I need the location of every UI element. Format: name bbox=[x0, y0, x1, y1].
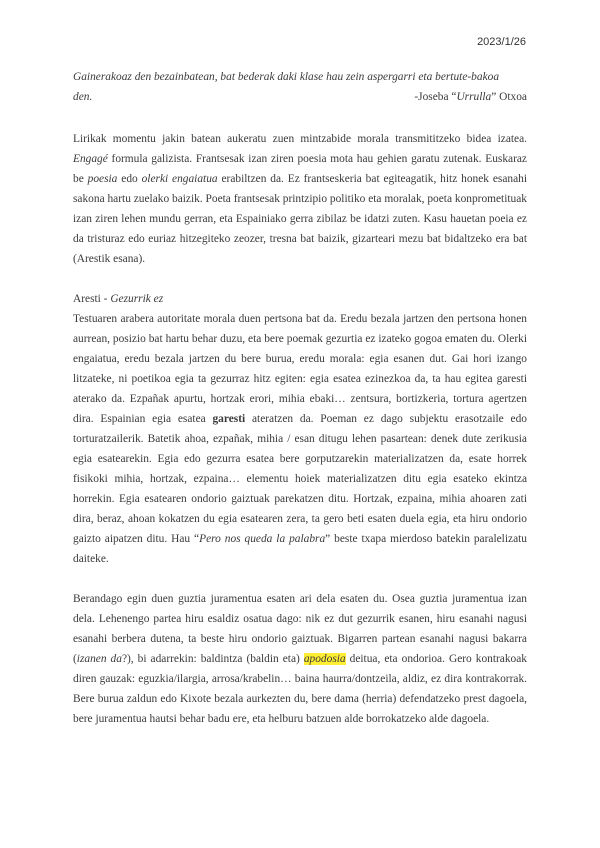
p2-highlighted-term: apodosia bbox=[303, 653, 346, 665]
intro-olerki: olerki engaiatua bbox=[141, 173, 218, 185]
p1-bold: garesti bbox=[212, 413, 246, 425]
epigraph-quote-line1: Gainerakoaz den bezainbatean, bat bederak daki klase hau zein aspergarri eta bertute-bakoa bbox=[73, 71, 500, 83]
intro-paragraph bbox=[73, 129, 527, 269]
p2-text-3: deitua, eta ondorioa. Gero kontrakoak diren gauzak: eguzkia/ilargia, arrosa/krabelin… baina haurra/dontzeila, aldiz, ez dira kontrakorrak. Bere burua zaldun edo Kixote bezala aurkezten du, bere dama (herria) defendatzeko prest dagoela, bere juramentua hautsi behar badu ere, eta helburu batzuen alde borrokatzeko alde dagoela. bbox=[73, 653, 527, 725]
p1-text-3: ” beste txapa mierdoso batekin paralelizatu daiteke. bbox=[73, 533, 527, 565]
p2-italic: izanen da bbox=[76, 653, 122, 665]
intro-text-4: erabiltzen da. Ez frantseskeria bat egiteagatik, hitz honek esanahi sakona hartu zuelako baizik. Poeta frantsesak printzipio politiko eta moralak, poeta konprometituak izan ziren lehen mundu gerran, eta Espainiako gerra zibilaz be idatzi zuten. Kasu hauetan poeia ez da tristuraz edo euriaz hitzegiteko zeozer, tresna bat baizik, gizarteari mezu bat bidaltzeko era bat (Arestik esana). bbox=[73, 173, 527, 265]
section-heading-title: Gezurrik ez bbox=[110, 293, 164, 305]
document-body bbox=[73, 129, 527, 729]
attribution-prefix: -Joseba “ bbox=[414, 91, 457, 103]
intro-text-2: formula galizista. Frantsesak izan ziren poesia mota hau gehien garatu zutenak. Euskaraz be bbox=[73, 153, 527, 185]
epigraph-row2 bbox=[73, 87, 527, 107]
attribution-suffix: ” Otxoa bbox=[491, 91, 527, 103]
epigraph-quote-line2: den. bbox=[73, 91, 93, 103]
attribution-nickname: Urrulla bbox=[456, 91, 492, 103]
epigraph-attribution bbox=[414, 87, 527, 107]
p1-text-2: ateratzen da. Poeman ez dago subjektu erasotzaile edo torturatzailerik. Batetik ahoa, ezpañak, mihia / esan ditugu lehen pasartean: denek dute zerikusia egia esatearekin. Egia edo gezurra esatea bere gorputzarekin materializatzen da, esate horrek fisikoki mihia, hortzak, ezpaina… elementu hoiek materializatzen ditu egia esateko ekintza horrekin. Egia esatearen ondorio gaiztuak parekatzen ditu. Hortzak, ezpaina, mihia ahoaren zati dira, beraz, ahoan kokatzen du egia esatearen zera, ta gero beti esaten duela egia, eta hiru ondorio gaizto aipatzen ditu. Hau “ bbox=[73, 413, 527, 545]
p2-text-1: Berandago egin duen guztia juramentua esaten ari dela esaten du. Osea guztia juramentua izan dela. Lehenengo partea hiru esaldiz osatua dago: nik ez dut gezurrik esanen, hiru esanahi nagusi esanahi berbera dutena, ta beste hiru ondorio gaiztuak. Bigarren partean esanahi nagusi bakarra ( bbox=[73, 593, 527, 665]
section-paragraph-2 bbox=[73, 589, 527, 729]
spacer bbox=[73, 269, 527, 289]
document-date: 2023/1/26 bbox=[477, 36, 526, 48]
p2-text-2: ?), bi adarrekin: baldintza (baldin eta) bbox=[121, 653, 304, 665]
intro-engage: Engagé bbox=[73, 153, 108, 165]
section-heading bbox=[73, 289, 527, 309]
section-paragraph-1 bbox=[73, 309, 527, 569]
p1-italic: Pero nos queda la palabra bbox=[199, 533, 326, 545]
section-heading-prefix: Aresti - bbox=[73, 293, 111, 305]
spacer bbox=[73, 569, 527, 589]
intro-poesia: poesia bbox=[87, 173, 118, 185]
intro-text-3: edo bbox=[117, 173, 142, 185]
p1-text-1: Testuaren arabera autoritate morala duen pertsona bat da. Eredu bezala jartzen den pertsona honen aurrean, posizio bat hartu behar duzu, eta bere poemak gezurtia ez izateko gogoa ematen du. Olerki engaiatua, eredu bezala jartzen du bere burua, eredu morala: egia esanen dut. Gai hori izango litzateke, ni poetikoa egia ta gezurraz hitz egiten: egia esatea ezinezkoa da, ta hau egitea garesti aterako da. Ezpañak apurtu, hortzak erori, mihia ebaki… zentsura, bortizkeria, tortura agertzen dira. Espainian egia esatea bbox=[73, 313, 527, 425]
epigraph bbox=[73, 67, 527, 107]
intro-text-1: Lirikak momentu jakin batean aukeratu zuen mintzabide morala transmititzeko bidea izatea. bbox=[73, 133, 527, 145]
